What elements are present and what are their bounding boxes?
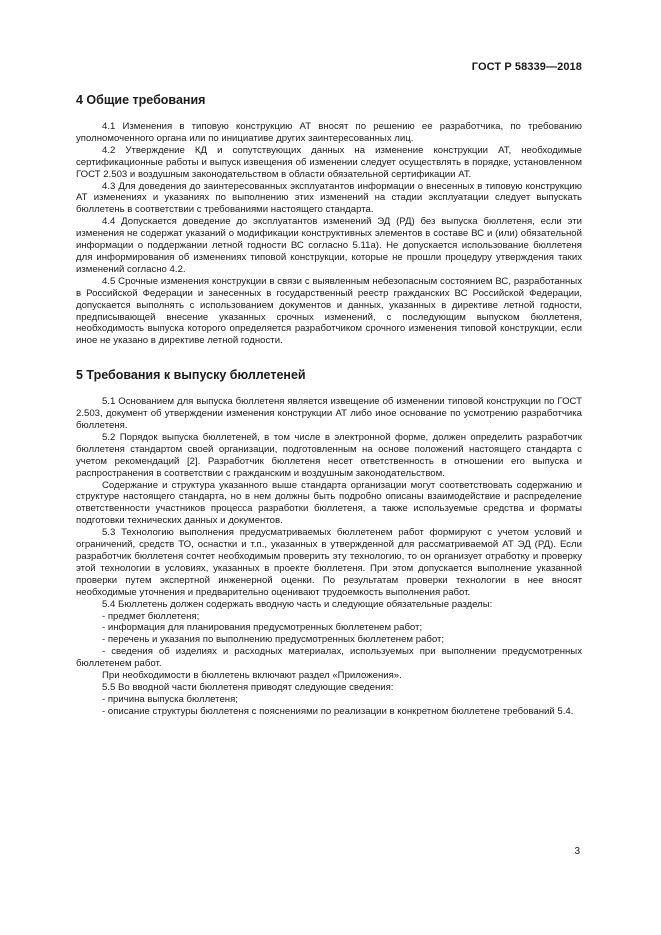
paragraph-4-5: 4.5 Срочные изменения конструкции в связи с выявленным небезопасным состоянием ВС, разработанных в Российской Федерации и занесенных в государственный реестр гражданских ВС Российской Федерации, допускается выполнять с использованием документов и данных, указанных в директиве летной годности, предписывающей внесение указанных срочных изменений, с последующим выпуском бюллетеня, необходимость выпуска которого определяется разработчиком срочного изменения типовой конструкции, если иное не указано в директиве летной годности. <box>76 275 582 347</box>
paragraph-appendix-note: При необходимости в бюллетень включают раздел «Приложения». <box>102 670 402 682</box>
standard-designation: ГОСТ Р 58339—2018 <box>471 61 582 73</box>
list-item: - перечень и указания по выполнению предусмотренных бюллетенем работ; <box>102 634 445 646</box>
document-body <box>76 92 582 718</box>
paragraph-4-3: 4.3 Для доведения до заинтересованных эксплуатантов информации о внесенных в типовую конструкцию АТ изменениях и указаниях по выполнению этих изменений на стадии эксплуатации следует выпускать бюллетень в соответствии с требованиями настоящего стандарта. <box>76 180 582 216</box>
list-item: - информация для планирования предусмотренных бюллетенем работ; <box>102 622 423 634</box>
list-item: - причина выпуска бюллетеня; <box>102 693 238 705</box>
paragraph-5-4: 5.4 Бюллетень должен содержать вводную часть и следующие обязательные разделы: <box>102 598 493 610</box>
section-5 <box>76 367 582 717</box>
paragraph-5-1: 5.1 Основанием для выпуска бюллетеня является извещение об изменении типовой конструкции по ГОСТ 2.503, документ об утверждении изменения конструкции АТ либо иное основание по усмотрению разработчика бюллетеня. <box>76 396 582 432</box>
paragraph-5-2: 5.2 Порядок выпуска бюллетеней, в том числе в электронной форме, должен определить разработчик бюллетеня стандартом своей организации, подготовленным на основе положений настоящего стандарта с учетом рекомендаций [2]. Разработчик бюллетеня несет ответственность в отношении его выпуска и распространения в соответствии с гражданским и воздушным законодательством. <box>76 431 582 479</box>
page-number: 3 <box>574 846 580 857</box>
paragraph-5-2-continued: Содержание и структура указанного выше стандарта организации могут соответствовать содержанию и структуре настоящего стандарта, но в нем должны быть подробно описаны взаимодействие и распределение ответственности участников процесса разработки бюллетеня, а также используемые средства и форматы подготовки технических данных и документов. <box>76 479 582 527</box>
list-item: - сведения об изделиях и расходных материалах, используемых при выполнении предусмотренных бюллетенем работ. <box>76 646 582 670</box>
paragraph-5-5: 5.5 Во вводной части бюллетеня приводят следующие сведения: <box>102 681 394 693</box>
paragraph-4-1: 4.1 Изменения в типовую конструкцию АТ вносят по решению ее разработчика, по требованию уполномоченного органа или по инициативе других заинтересованных лиц. <box>76 121 582 144</box>
list-item: - предмет бюллетеня; <box>102 610 200 622</box>
section-4-title: 4 Общие требования <box>76 93 206 107</box>
section-4 <box>76 92 582 347</box>
paragraph-4-4: 4.4 Допускается доведение до эксплуатантов изменений ЭД (РД) без выпуска бюллетеня, если эти изменения не содержат указаний о модификации конструктивных элементов в составе ВС и (или) обязательной информации о поддержании летной годности ВС согласно 5.11а). Не допускается использование бюллетеня для информирования об изменениях типовой конструкции, которые не прошли процедуру утверждения таких изменений согласно 4.2. <box>76 216 582 275</box>
paragraph-4-2: 4.2 Утверждение КД и сопутствующих данных на изменение конструкции АТ, необходимые сертификационные работы и выпуск извещения об изменении следует осуществлять в порядке, установленном ГОСТ 2.503 и воздушным законодательством в области обязательной сертификации АТ. <box>76 144 582 180</box>
paragraph-5-3: 5.3 Технологию выполнения предусматриваемых бюллетенем работ формируют с учетом условий и ограничений, средств ТО, оснастки и т.п., указанных в утвержденной для рассматриваемой АТ ЭД (РД). Если разработчик бюллетеня сочтет необходимым проверить эту технологию, то он организует отработку и проверку этой технологии в условиях, указанных в проекте бюллетеня. При этом допускается выполнение указанной проверки путем экспертной инженерной оценки. По результатам проверки технологии в нее вносят необходимые уточнения и предварительно оценивают трудоемкость выполнения работ. <box>76 527 582 598</box>
list-item: - описание структуры бюллетеня с пояснениями по реализации в конкретном бюллетене требований 5.4. <box>102 705 574 717</box>
section-5-title: 5 Требования к выпуску бюллетеней <box>76 368 306 383</box>
